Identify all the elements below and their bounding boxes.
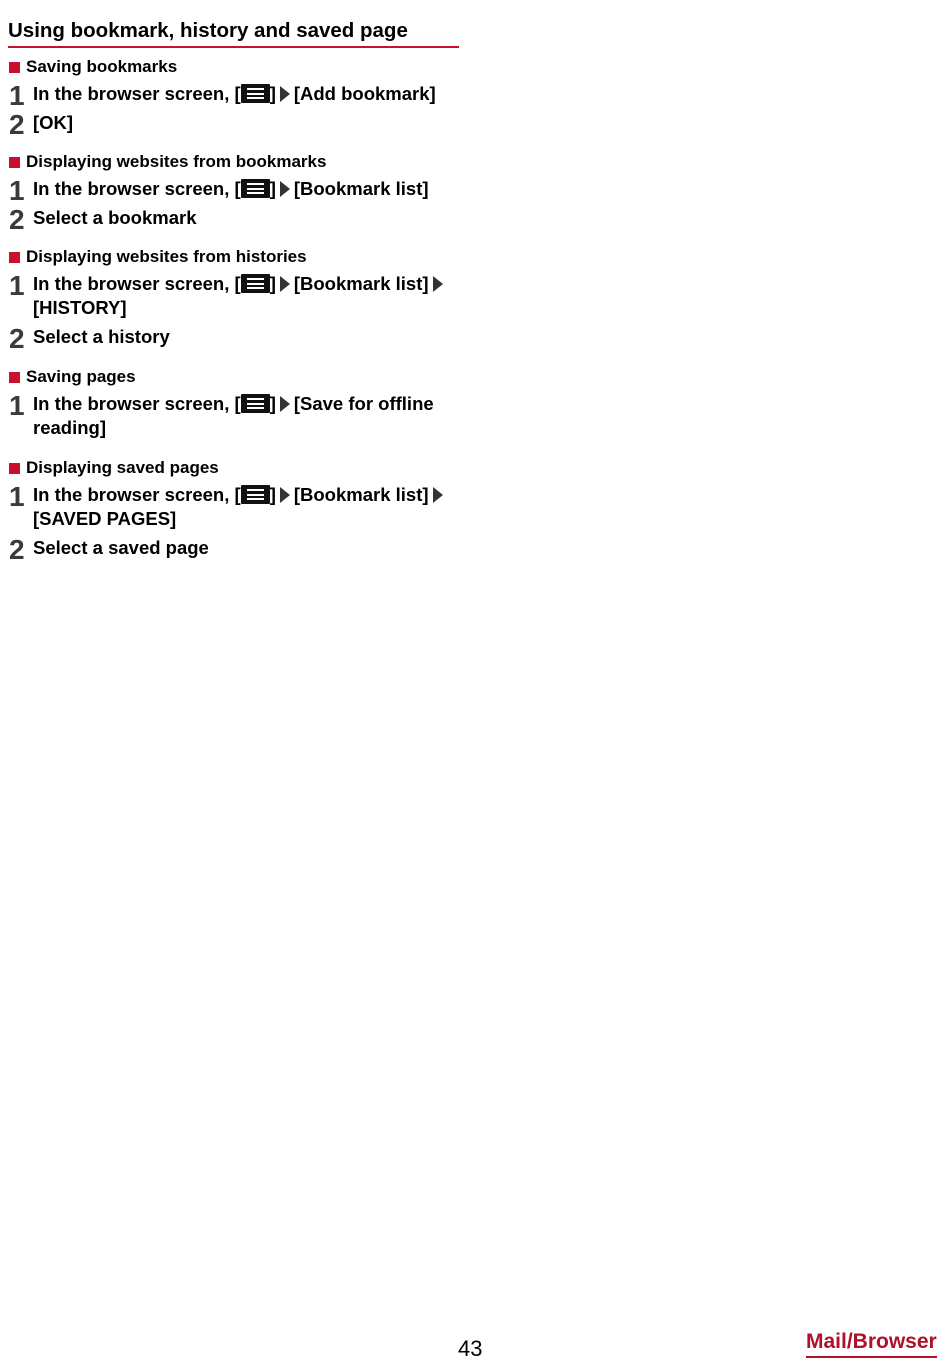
section-heading-text: Displaying websites from bookmarks xyxy=(26,152,327,171)
step-number: 1 xyxy=(9,270,24,301)
section-heading-text: Displaying saved pages xyxy=(26,458,219,477)
step-text: Select a saved page xyxy=(33,537,209,558)
step-1 xyxy=(9,80,459,111)
step-number: 1 xyxy=(9,175,24,206)
step-text: In the browser screen, [ xyxy=(33,273,241,294)
section-displaying-saved-pages xyxy=(9,458,459,565)
square-bullet-icon xyxy=(9,157,20,168)
menu-key-icon xyxy=(241,274,270,293)
section-saving-pages xyxy=(9,367,459,440)
arrow-right-icon xyxy=(280,181,290,197)
menu-key-icon xyxy=(241,485,270,504)
step-number: 2 xyxy=(9,534,24,565)
step-text: [OK] xyxy=(33,112,74,133)
section-heading-text: Saving bookmarks xyxy=(26,57,178,76)
step-text: In the browser screen, [ xyxy=(33,484,241,505)
menu-key-icon xyxy=(241,179,270,198)
step-text: ] xyxy=(269,178,276,199)
chapter-label: Mail/Browser xyxy=(806,1329,937,1358)
section-saving-bookmarks xyxy=(9,57,459,140)
step-text: In the browser screen, [ xyxy=(33,83,241,104)
step-2 xyxy=(9,323,459,354)
page-title: Using bookmark, history and saved page xyxy=(8,19,459,48)
arrow-right-icon xyxy=(433,276,443,292)
square-bullet-icon xyxy=(9,463,20,474)
square-bullet-icon xyxy=(9,372,20,383)
menu-key-icon xyxy=(241,84,270,103)
step-number: 1 xyxy=(9,390,24,421)
section-heading xyxy=(9,458,459,478)
step-2 xyxy=(9,534,459,565)
section-heading xyxy=(9,152,459,172)
arrow-right-icon xyxy=(280,487,290,503)
menu-key-icon xyxy=(241,394,270,413)
square-bullet-icon xyxy=(9,62,20,73)
arrow-right-icon xyxy=(280,276,290,292)
step-number: 2 xyxy=(9,204,24,235)
step-menu-item: [HISTORY] xyxy=(33,297,127,318)
section-heading xyxy=(9,367,459,387)
step-menu-item: reading] xyxy=(33,417,106,438)
step-menu-item: [Add bookmark] xyxy=(293,83,436,104)
step-text: ] xyxy=(269,273,276,294)
section-websites-from-histories xyxy=(9,247,459,354)
section-heading-text: Saving pages xyxy=(26,367,136,386)
step-number: 2 xyxy=(9,109,24,140)
step-number: 1 xyxy=(9,80,24,111)
section-heading-text: Displaying websites from histories xyxy=(26,247,307,266)
step-text: ] xyxy=(269,484,276,505)
step-text: In the browser screen, [ xyxy=(33,393,241,414)
step-2 xyxy=(9,109,459,140)
section-heading xyxy=(9,247,459,267)
step-1 xyxy=(9,175,459,206)
arrow-right-icon xyxy=(280,396,290,412)
step-menu-item: [Bookmark list] xyxy=(293,178,429,199)
square-bullet-icon xyxy=(9,252,20,263)
step-number: 2 xyxy=(9,323,24,354)
step-text: ] xyxy=(269,83,276,104)
section-websites-from-bookmarks xyxy=(9,152,459,235)
step-menu-item: [SAVED PAGES] xyxy=(33,508,177,529)
step-menu-item: [Bookmark list] xyxy=(293,273,429,294)
section-heading xyxy=(9,57,459,77)
step-1 xyxy=(9,272,459,320)
arrow-right-icon xyxy=(280,86,290,102)
arrow-right-icon xyxy=(433,487,443,503)
step-number: 1 xyxy=(9,481,24,512)
step-menu-item: [Bookmark list] xyxy=(293,484,429,505)
step-1 xyxy=(9,392,459,440)
step-text: In the browser screen, [ xyxy=(33,178,241,199)
page-number: 43 xyxy=(458,1336,483,1361)
step-menu-item: [Save for offline xyxy=(293,393,434,414)
step-text: Select a history xyxy=(33,326,170,347)
step-text: Select a bookmark xyxy=(33,207,197,228)
step-text: ] xyxy=(269,393,276,414)
step-2 xyxy=(9,204,459,235)
step-1 xyxy=(9,483,459,531)
